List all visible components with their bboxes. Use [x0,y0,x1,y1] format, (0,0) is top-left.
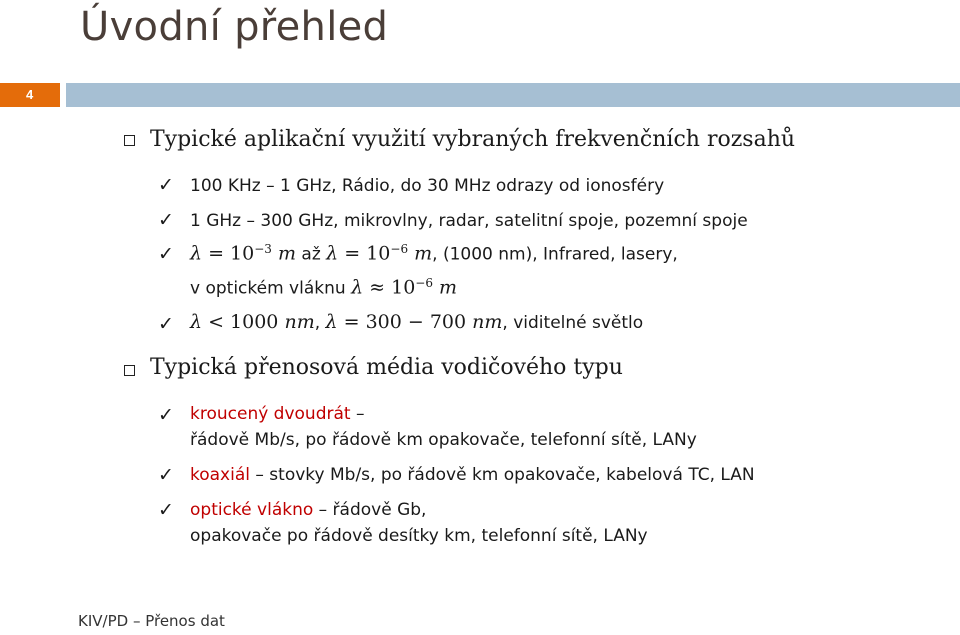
highlight-term: optické vlákno [190,500,314,520]
formula-part: < 1000 [202,311,285,333]
formula-part: λ [326,242,339,265]
formula-part: = 300 − 700 [337,311,473,333]
text-part: , viditelné světlo [502,313,644,333]
highlight-term: koaxiál [190,465,250,485]
formula-exponent: −6 [390,242,409,256]
list-item-continuation: opakovače po řádově desítky km, telefonní sítě, LANy [190,526,648,546]
section-heading-media: Typická přenosová média vodičového typu [150,355,623,380]
formula-part: λ [190,311,203,333]
formula-part: m [408,242,433,265]
square-bullet-icon [124,365,135,376]
checkmark-icon: ✓ [158,174,174,196]
text-part: – stovky Mb/s, po řádově km opakovače, kabelová TC, LAN [249,465,755,485]
formula-part: = 10 [338,242,391,265]
formula-part: nm [284,311,315,333]
checkmark-icon: ✓ [158,313,174,335]
text-part: , [314,313,326,333]
list-item-continuation: řádově Mb/s, po řádově km opakovače, telefonní sítě, LANy [190,430,697,450]
list-item-visible-light [190,311,643,333]
formula-part: = 10 [202,242,255,265]
section-heading-applications: Typické aplikační využití vybraných frekvenčních rozsahů [150,127,796,152]
list-item: 1 GHz – 300 GHz, mikrovlny, radar, satelitní spoje, pozemní spoje [190,211,748,231]
text-part: v optickém vláknu [190,278,352,299]
list-item-twisted-pair [190,404,364,424]
formula-exponent: −6 [415,276,433,290]
list-item: 100 KHz – 1 GHz, Rádio, do 30 MHz odrazy od ionosféry [190,176,665,196]
formula-exponent: −3 [254,242,272,256]
square-bullet-icon [124,135,135,146]
page-title: Úvodní přehled [80,4,389,50]
checkmark-icon: ✓ [158,209,174,231]
list-item-coax [190,465,755,485]
highlight-term: kroucený dvoudrát [190,404,351,424]
list-item-wavelength-infrared [190,242,678,265]
formula-part: ≈ 10 [363,276,416,299]
text-part: – [350,404,365,424]
list-item-continuation [190,276,457,299]
checkmark-icon: ✓ [158,464,174,486]
formula-part: nm [472,311,503,333]
checkmark-icon: ✓ [158,499,174,521]
text-part: , (1000 nm), Infrared, lasery, [432,244,678,265]
formula-part: m [271,242,296,265]
formula-part: λ [190,242,203,265]
formula-part: λ [325,311,338,333]
text-part: až [296,244,327,265]
text-part: – řádově Gb, [313,500,427,520]
list-item-fiber [190,500,426,520]
slide-number: 4 [26,87,34,102]
footer: KIV/PD – Přenos dat [78,612,225,630]
checkmark-icon: ✓ [158,404,174,426]
formula-part: λ [351,276,364,299]
formula-part: m [433,276,458,299]
checkmark-icon: ✓ [158,243,174,265]
header-bar [66,83,960,107]
